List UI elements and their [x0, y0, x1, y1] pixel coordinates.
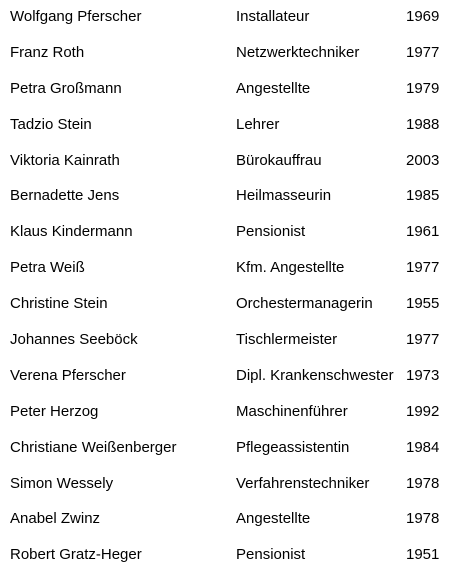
person-year: 1979: [406, 79, 440, 97]
person-year: 1977: [406, 259, 440, 277]
person-occupation: Dipl. Krankenschwester: [236, 366, 394, 384]
person-year: 1961: [406, 223, 440, 241]
person-name: Franz Roth: [10, 43, 85, 61]
person-year: 1992: [406, 402, 440, 420]
person-name: Simon Wessely: [10, 474, 114, 492]
list-item: [0, 538, 457, 574]
list-item: [0, 395, 457, 431]
person-occupation: Netzwerktechniker: [236, 43, 360, 61]
person-occupation: Kfm. Angestellte: [236, 259, 345, 277]
person-year: 1988: [406, 115, 440, 133]
person-year: 2003: [406, 151, 440, 169]
person-name: Christiane Weißenberger: [10, 438, 177, 456]
person-name: Verena Pferscher: [10, 366, 126, 384]
list-item: [0, 251, 457, 287]
list-item: [0, 36, 457, 72]
list-item: [0, 108, 457, 144]
person-occupation: Installateur: [236, 8, 310, 25]
person-name: Bernadette Jens: [10, 187, 120, 205]
person-occupation: Angestellte: [236, 79, 311, 97]
person-year: 1955: [406, 295, 440, 313]
list-item: [0, 467, 457, 503]
list-item: [0, 502, 457, 538]
person-occupation: Pflegeassistentin: [236, 438, 350, 456]
list-item: [0, 287, 457, 323]
person-year: 1969: [406, 8, 440, 25]
person-name: Christine Stein: [10, 295, 108, 313]
person-name: Peter Herzog: [10, 402, 99, 420]
person-occupation: Orchestermanagerin: [236, 295, 373, 313]
person-name: Wolfgang Pferscher: [10, 8, 142, 25]
person-year: 1973: [406, 366, 440, 384]
person-name: Anabel Zwinz: [10, 510, 101, 528]
person-name: Petra Weiß: [10, 259, 85, 277]
person-year: 1951: [406, 546, 440, 564]
list-item: [0, 431, 457, 467]
person-year: 1978: [406, 474, 440, 492]
person-occupation: Pensionist: [236, 223, 306, 241]
list-item: [0, 179, 457, 215]
list-item: [0, 0, 457, 36]
person-year: 1984: [406, 438, 440, 456]
person-year: 1977: [406, 331, 440, 349]
person-occupation: Tischlermeister: [236, 331, 338, 349]
person-occupation: Angestellte: [236, 510, 311, 528]
person-year: 1977: [406, 43, 440, 61]
person-name: Robert Gratz-Heger: [10, 546, 142, 564]
list-item: [0, 215, 457, 251]
person-name: Tadzio Stein: [10, 115, 92, 133]
person-occupation: Lehrer: [236, 115, 280, 133]
person-name: Petra Großmann: [10, 79, 122, 97]
person-occupation: Maschinenführer: [236, 402, 348, 420]
person-occupation: Bürokauffrau: [236, 151, 322, 169]
list-item: [0, 359, 457, 395]
person-name: Viktoria Kainrath: [10, 151, 120, 169]
person-name: Johannes Seeböck: [10, 331, 138, 349]
list-item: [0, 72, 457, 108]
list-item: [0, 323, 457, 359]
list-item: [0, 144, 457, 180]
person-occupation: Heilmasseurin: [236, 187, 332, 205]
person-occupation: Pensionist: [236, 546, 306, 564]
person-occupation: Verfahrenstechniker: [236, 474, 370, 492]
person-year: 1985: [406, 187, 440, 205]
person-year: 1978: [406, 510, 440, 528]
person-name: Klaus Kindermann: [10, 223, 133, 241]
